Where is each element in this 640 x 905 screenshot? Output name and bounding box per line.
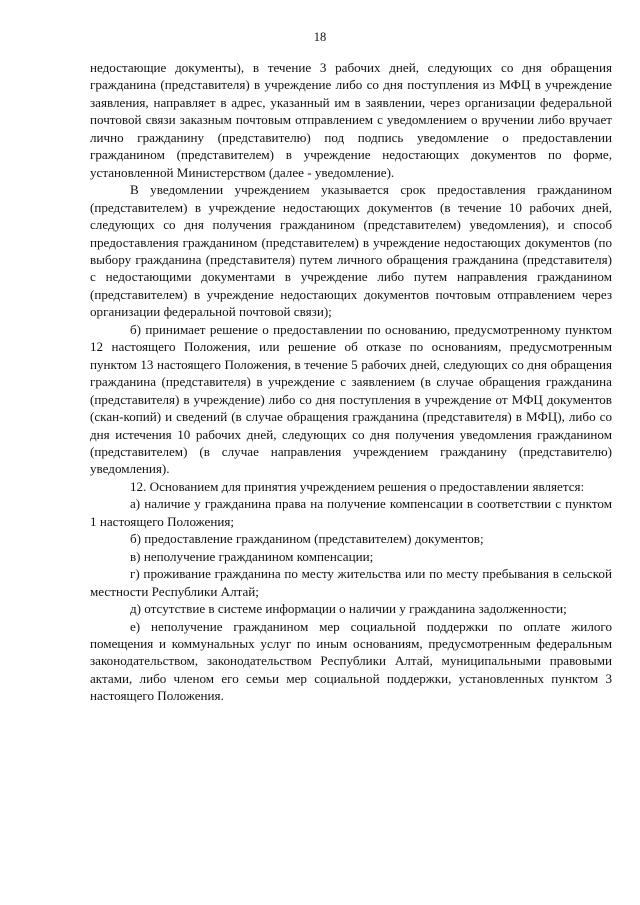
paragraph-item-g: г) проживание гражданина по месту жительства или по месту пребывания в сельской местности Республики Алтай; bbox=[90, 566, 612, 599]
page-number: 18 bbox=[313, 30, 327, 44]
paragraph-item-a: а) наличие у гражданина права на получение компенсации в соответствии с пунктом 1 настоящего Положения; bbox=[90, 496, 612, 529]
paragraph-item-b: б) принимает решение о предоставлении по основанию, предусмотренному пунктом 12 настоящего Положения, или решение об отказе по основаниям, предусмотренным пунктом 13 настоящего Положения, в течение 5 рабочих дней, следующих со дня обращения гражданина (представителя) в учреждение с заявлением (в случае обращения гражданина (представителя) в учреждение) либо со дня поступления в учреждение от МФЦ документов (скан-копий) и сведений (в случае обращения гражданина (представителя) в МФЦ), либо со дня истечения 10 рабочих дней, следующих со дня получения уведомления гражданином (представителем) (в случае направления учреждением гражданину (представителю) уведомления). bbox=[90, 321, 612, 477]
paragraph-clause-12: 12. Основанием для принятия учреждением решения о предоставлении является: bbox=[130, 478, 585, 494]
document-body bbox=[90, 59, 612, 705]
paragraph-item-e: е) неполучение гражданином мер социальной поддержки по оплате жилого помещения и коммунальных услуг по иным основаниям, предусмотренным федеральным законодательством, законодательством Республики Алтай, муниципальными правовыми актами, либо членом его семьи мер социальной поддержки, установленных пунктом 3 настоящего Положения. bbox=[90, 618, 612, 704]
paragraph-item-d: д) отсутствие в системе информации о наличии у гражданина задолженности; bbox=[130, 601, 567, 617]
paragraph-item-v: в) неполучение гражданином компенсации; bbox=[130, 548, 374, 564]
paragraph-continuation: недостающие документы), в течение 3 рабочих дней, следующих со дня обращения гражданина (представителя) в учреждение либо со дня поступления из МФЦ в учреждение заявления, направляет в адрес, указанный им в заявлении, через организации федеральной почтовой связи заказным почтовым отправлением с уведомлением о вручении либо вручает лично гражданину (представителю) под подпись уведомление о предоставлении гражданином (представителем) в учреждение недостающих документов по форме, установленной Министерством (далее - уведомление). bbox=[90, 60, 612, 180]
paragraph-notification-term: В уведомлении учреждением указывается срок предоставления гражданином (представителем) в учреждение недостающих документов (в течение 10 рабочих дней, следующих со дня получения гражданином (представителем) уведомления), и способ предоставления гражданином (представителем) в учреждение недостающих документов (по выбору гражданина (представителя) путем личного обращения гражданина (представителя) с недостающими документами в учреждение либо путем направления гражданином (представителем) в учреждение недостающих документов почтовым отправлением через организации федеральной почтовой связи); bbox=[90, 182, 612, 320]
paragraph-item-b2: б) предоставление гражданином (представителем) документов; bbox=[130, 531, 484, 547]
